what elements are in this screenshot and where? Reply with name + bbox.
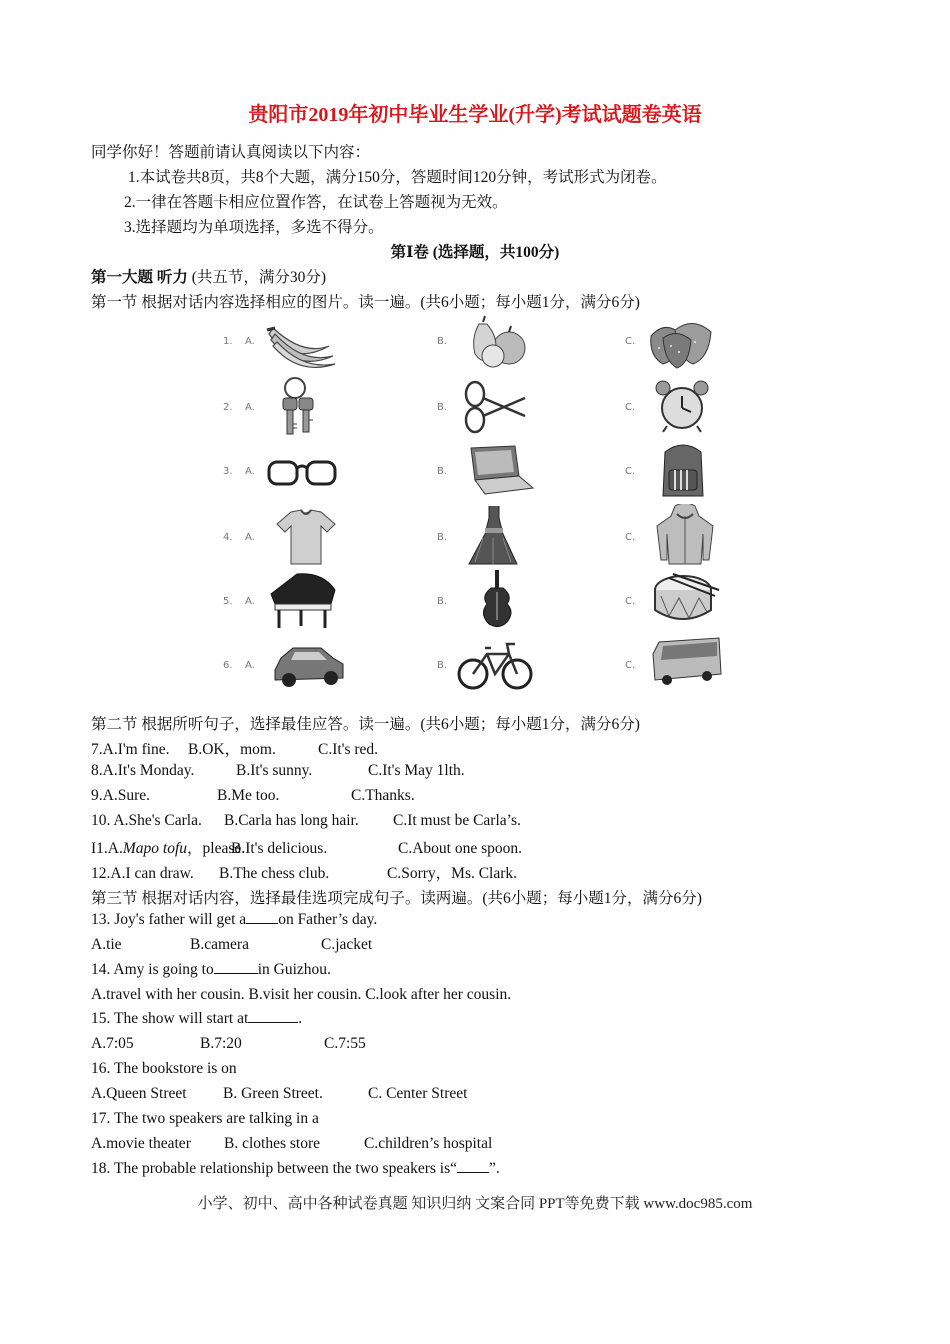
option-c-label: C. [625, 336, 636, 347]
alarm-clock-icon [649, 378, 725, 434]
option-a: 7.A.I'm fine. [91, 741, 170, 758]
option-b: B. clothes store [224, 1135, 320, 1152]
option-a: 10. A.She's Carla. [91, 812, 202, 829]
option-b: B.Me too. [217, 787, 280, 804]
answer-blank [457, 1160, 489, 1173]
keys-icon [269, 376, 345, 432]
note-2: 2.一律在答题卡相应位置作答，在试卷上答题视为无效。 [124, 194, 508, 211]
volume-heading: 第Ⅰ卷 (选择题，共100分) [390, 244, 560, 261]
option-a-label: A. [245, 596, 255, 607]
glasses-icon [265, 446, 341, 502]
strawberries-icon [645, 316, 721, 372]
question-16-options [91, 1085, 467, 1103]
option-c: C.jacket [321, 936, 373, 953]
question-16-stem: 16. The bookstore is on [91, 1060, 237, 1077]
page-footer: 小学、初中、高中各种试卷真题 知识归纳 文案合同 PPT等免费下载 www.doc985.com [197, 1196, 753, 1212]
option-a: A.7:05 [91, 1035, 134, 1052]
option-c: C.It must be Carla’s. [393, 812, 521, 829]
row-number: 4. [223, 532, 233, 543]
question-17-options [91, 1135, 492, 1153]
note-1: 1.本试卷共8页，共8个大题，满分150分，答题时间120分钟，考试形式为闭卷。 [128, 169, 667, 186]
laptop-icon [461, 442, 537, 498]
option-b-label: B. [437, 336, 448, 347]
picture-row-3 [215, 440, 735, 502]
option-c: C.Thanks. [351, 787, 415, 804]
part1-heading: 第一大题 听力 [91, 269, 188, 286]
option-a: A.tie [91, 936, 122, 953]
pears-icon [457, 314, 533, 370]
row-number: 3. [223, 466, 233, 477]
question-11 [91, 836, 522, 858]
piano-icon [267, 570, 343, 626]
option-c-label: C. [625, 596, 636, 607]
picture-row-1 [215, 312, 735, 374]
question-18-stem: 18. The probable relationship between the two speakers is“ ”. [91, 1160, 500, 1177]
option-c: C.It's red. [318, 741, 379, 758]
option-a: 8.A.It's Monday. [91, 762, 195, 779]
question-12 [91, 861, 517, 883]
option-a: 12.A.I can draw. [91, 865, 194, 882]
part1-heading-line [91, 265, 326, 287]
option-c-label: C. [625, 402, 636, 413]
part1-score: (共五节，满分30分) [187, 269, 327, 286]
greeting: 同学你好！答题前请认真阅读以下内容： [91, 144, 371, 161]
section3-instruction: 第三节 根据对话内容，选择最佳选项完成句子。读两遍。(共6小题；每小题1分，满分6分) [91, 890, 702, 907]
option-a-label: A. [245, 402, 255, 413]
option-a-label: A. [245, 660, 255, 671]
picture-grid [215, 312, 735, 692]
question-15-options [91, 1035, 366, 1053]
question-9 [91, 787, 415, 805]
option-b: B.Carla has long hair. [224, 812, 359, 829]
option-a-label: A. [245, 336, 255, 347]
option-a: I1.A.Mapo tofu，please. [91, 840, 246, 857]
row-number: 2. [223, 402, 233, 413]
question-14-stem: 14. Amy is going to in Guizhou. [91, 961, 331, 978]
question-15-stem: 15. The show will start at . [91, 1010, 303, 1027]
backpack-icon [647, 440, 723, 496]
option-c-label: C. [625, 532, 636, 543]
row-number: 6. [223, 660, 233, 671]
option-b-label: B. [437, 402, 448, 413]
picture-row-6 [215, 632, 735, 694]
option-b: B.The chess club. [219, 865, 330, 882]
section2-instruction: 第二节 根据所听句子，选择最佳应答。读一遍。(共6小题；每小题1分，满分6分) [91, 716, 640, 733]
option-b: B. Green Street. [223, 1085, 323, 1102]
option-a: A.movie theater [91, 1135, 191, 1152]
question-7 [91, 737, 378, 759]
hoodie-icon [647, 504, 723, 560]
picture-row-2 [215, 376, 735, 438]
option-c: C.7:55 [324, 1035, 366, 1052]
option-b: B.It's sunny. [236, 762, 313, 779]
row-number: 1. [223, 336, 233, 347]
section1-instruction: 第一节 根据对话内容选择相应的图片。读一遍。(共6小题；每小题1分，满分6分) [91, 294, 640, 311]
option-a-label: A. [245, 532, 255, 543]
option-a-label: A. [245, 466, 255, 477]
tshirt-icon [271, 508, 347, 564]
option-b-label: B. [437, 532, 448, 543]
question-17-stem: 17. The two speakers are talking in a [91, 1110, 319, 1127]
option-c: C.It's May 1lth. [368, 762, 465, 779]
answer-blank [248, 1010, 298, 1023]
option-b: B.OK，mom. [188, 741, 276, 758]
option-c: C.children’s hospital [364, 1135, 493, 1152]
car-icon [271, 636, 347, 692]
option-b-label: B. [437, 596, 448, 607]
drum-icon [649, 570, 725, 626]
question-8 [91, 762, 465, 780]
option-b: B.7:20 [200, 1035, 242, 1052]
exam-title: 贵阳市2019年初中毕业生学业(升学)考试试题卷英语 [248, 104, 702, 126]
option-c: C. Center Street [368, 1085, 468, 1102]
picture-row-5 [215, 568, 735, 630]
option-a: A.Queen Street [91, 1085, 187, 1102]
scissors-icon [459, 378, 535, 434]
option-a: 9.A.Sure. [91, 787, 150, 804]
answer-blank [246, 911, 278, 924]
question-14-options: A.travel with her cousin. B.visit her cousin. C.look after her cousin. [91, 986, 512, 1003]
violin-icon [463, 568, 539, 624]
option-b: B.It's delicious. [231, 840, 328, 857]
question-10 [91, 812, 521, 830]
answer-blank [214, 961, 258, 974]
note-3: 3.选择题均为单项选择，多选不得分。 [124, 219, 384, 236]
bus-icon [649, 634, 725, 690]
dress-icon [461, 504, 537, 560]
option-c: C.Sorry，Ms. Clark. [387, 865, 518, 882]
question-13-stem: 13. Joy's father will get a on Father’s day. [91, 911, 378, 928]
picture-row-4 [215, 504, 735, 566]
option-c-label: C. [625, 660, 636, 671]
question-13-options [91, 936, 372, 954]
bicycle-icon [457, 636, 533, 692]
option-b: B.camera [190, 936, 249, 953]
row-number: 5. [223, 596, 233, 607]
bananas-icon [263, 316, 339, 372]
option-b-label: B. [437, 660, 448, 671]
option-c-label: C. [625, 466, 636, 477]
option-b-label: B. [437, 466, 448, 477]
option-c: C.About one spoon. [398, 840, 522, 857]
